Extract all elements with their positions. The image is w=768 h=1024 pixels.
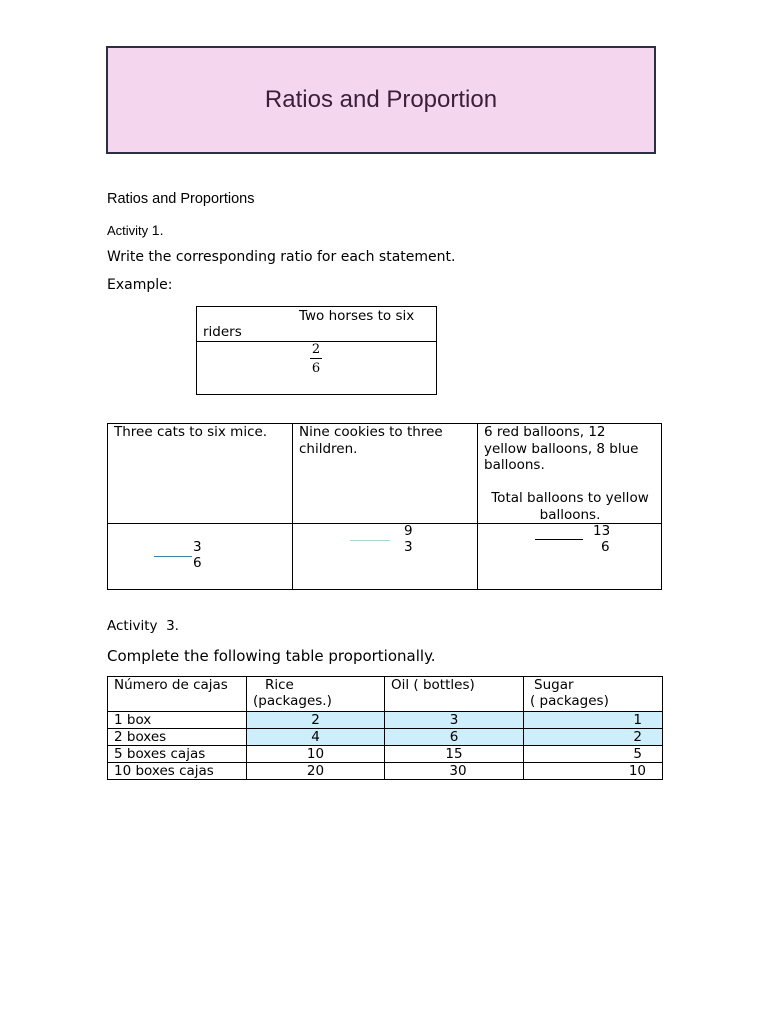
statement-2-line-1: Nine cookies to three — [299, 424, 443, 440]
column-divider — [477, 424, 478, 589]
row-divider — [108, 523, 661, 524]
activity-1-heading — [107, 222, 163, 238]
ratio-statements-table — [107, 423, 662, 590]
sugar-value: 10 — [524, 763, 663, 780]
example-table — [196, 306, 437, 395]
activity-3-heading — [107, 618, 179, 634]
activity-1-number: 1. — [151, 222, 164, 238]
fraction-bar — [310, 358, 322, 359]
oil-value: 30 — [385, 763, 524, 780]
proportion-table — [107, 676, 663, 780]
row-label: 10 boxes cajas — [108, 763, 247, 780]
row-label: 5 boxes cajas — [108, 746, 247, 763]
header-oil: Oil ( bottles) — [385, 677, 524, 712]
table-row — [108, 763, 663, 780]
example-fraction — [309, 342, 323, 376]
answer-2-bottom: 3 — [404, 539, 413, 555]
answer-blank-line — [535, 539, 583, 540]
sugar-value: 2 — [524, 729, 663, 746]
table-header-row — [108, 677, 663, 712]
statement-3-line-3: balloons. — [484, 457, 545, 473]
header-rice-line-2: (packages.) — [253, 693, 332, 709]
example-numerator: 2 — [311, 342, 321, 357]
rice-value: 2 — [247, 712, 385, 729]
header-rice-line-1: Rice — [265, 677, 294, 693]
header-rice — [247, 677, 385, 712]
table-row — [108, 746, 663, 763]
rice-value: 20 — [247, 763, 385, 780]
table-row — [108, 712, 663, 729]
statement-cell-2 — [299, 424, 443, 457]
answer-3-bottom: 6 — [601, 539, 610, 555]
title-banner — [106, 46, 656, 154]
activity-3-number: 3. — [166, 618, 179, 634]
rice-value: 4 — [247, 729, 385, 746]
statement-3-extra-line-2: balloons. — [539, 506, 601, 523]
statement-3-line-1: 6 red balloons, 12 — [484, 424, 606, 440]
oil-value: 15 — [385, 746, 524, 763]
answer-1-bottom: 6 — [193, 555, 202, 571]
header-sugar-line-1: Sugar — [534, 677, 574, 693]
activity-3-label: Activity — [107, 618, 158, 634]
column-divider — [292, 424, 293, 589]
activity-1-label: Activity — [107, 223, 149, 238]
page-title: Ratios and Proportion — [264, 86, 498, 113]
example-statement-line-1: Two horses to six — [299, 308, 415, 324]
answer-1-top: 3 — [193, 539, 202, 555]
statement-3-line-2: yellow balloons, 8 blue — [484, 440, 639, 457]
answer-3-top: 13 — [593, 523, 611, 539]
sugar-value: 1 — [524, 712, 663, 729]
sugar-value: 5 — [524, 746, 663, 763]
statement-cell-1 — [114, 424, 267, 441]
statement-3-extra-line-1: Total balloons to yellow — [491, 490, 649, 506]
statement-cell-3 — [484, 424, 656, 523]
row-label: 2 boxes — [108, 729, 247, 746]
statement-2-line-2: children. — [299, 440, 358, 457]
answer-blank-line — [154, 556, 192, 557]
row-label: 1 box — [108, 712, 247, 729]
example-denominator: 6 — [311, 361, 321, 376]
table-row — [108, 729, 663, 746]
oil-value: 3 — [385, 712, 524, 729]
section-subtitle: Ratios and Proportions — [107, 191, 255, 207]
answer-2-top: 9 — [404, 523, 413, 539]
answer-blank-line — [350, 540, 390, 541]
header-sugar — [524, 677, 663, 712]
complete-table-instruction: Complete the following table proportionally. — [107, 647, 436, 665]
instruction-text: Write the corresponding ratio for each statement. — [107, 249, 456, 265]
header-boxes: Número de cajas — [108, 677, 247, 712]
example-label: Example: — [107, 277, 173, 293]
statement-1-line-1: Three cats to six mice. — [114, 424, 268, 440]
header-sugar-line-2: ( packages) — [530, 693, 609, 709]
example-statement-cell — [197, 307, 436, 342]
rice-value: 10 — [247, 746, 385, 763]
oil-value: 6 — [385, 729, 524, 746]
example-statement-line-2: riders — [203, 324, 242, 340]
